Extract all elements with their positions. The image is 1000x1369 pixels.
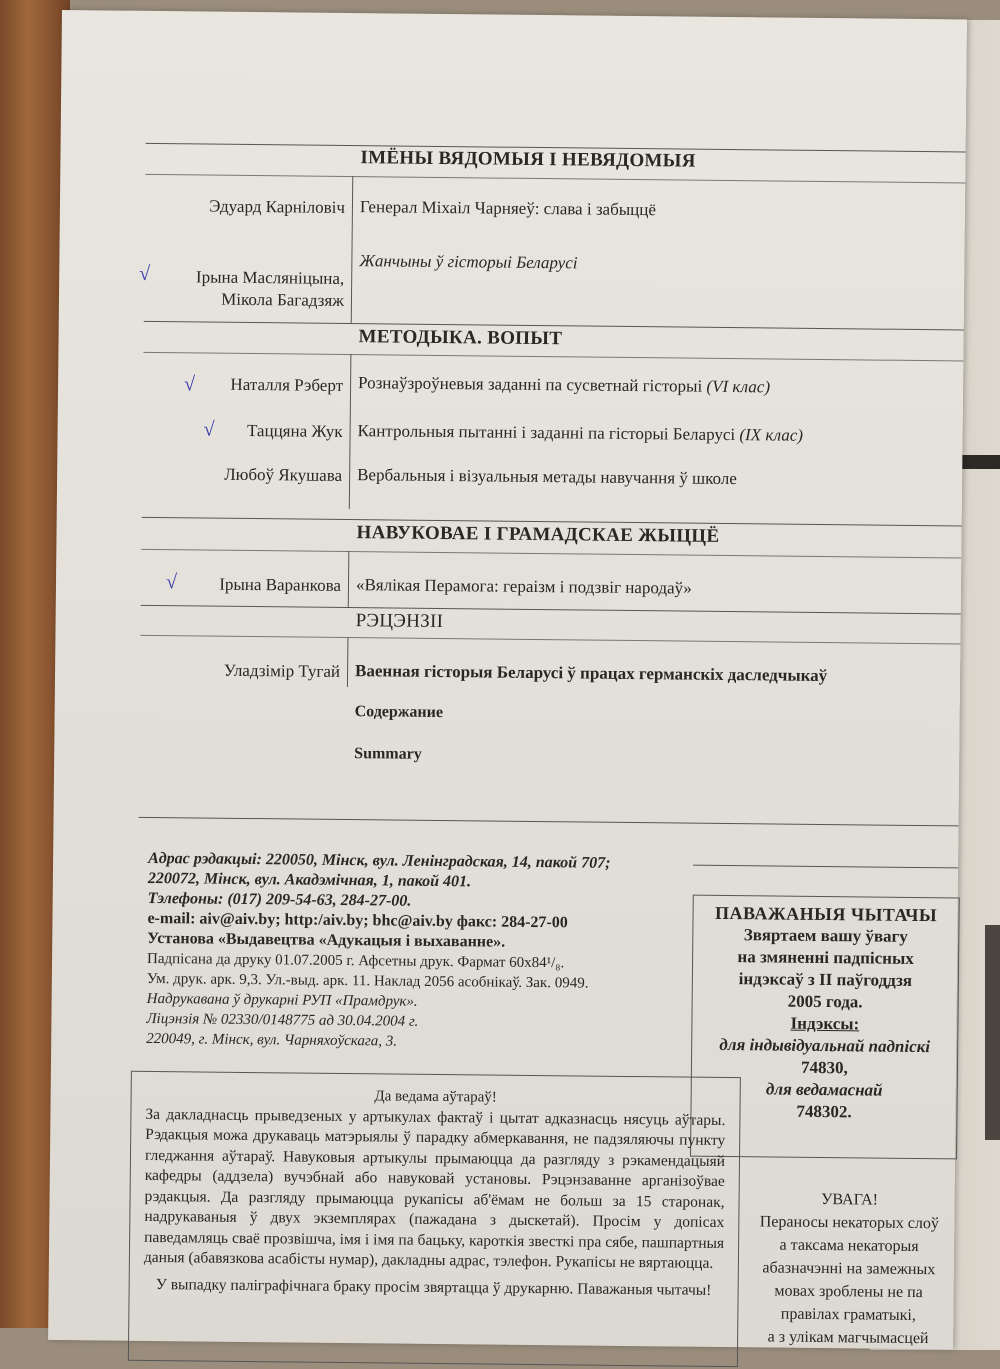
toc-author: Эдуард Карніловіч xyxy=(209,196,346,217)
section-rule xyxy=(145,174,965,184)
handwritten-check-icon: √ xyxy=(203,418,215,441)
toc-author: Мікола Багадзяж xyxy=(221,289,345,310)
imprint-line: e-mail: aiv@aiv.by; http:/aiv.by; bhc@aiv.by факс: 284-27-00 xyxy=(147,909,568,932)
column-divider xyxy=(351,176,354,323)
imprint-line: Ум. друк. арк. 9,3. Ул.-выд. арк. 11. Наклад 2056 асобнікаў. Зак. 0949. xyxy=(146,970,589,992)
box-line: індэксаў з ІІ паўгоддзя xyxy=(738,969,913,990)
toc-author: Таццяна Жук xyxy=(246,420,343,441)
box-line: Індэксы: xyxy=(790,1013,860,1034)
imprint-line: Установа «Выдавецтва «Адукацыя і выхаванне». xyxy=(147,929,506,951)
toc-title: Рознаўзроўневыя заданні па сусветнай гісторыі (VI клас) xyxy=(358,373,771,397)
toc-author: Наталля Рэберт xyxy=(230,374,344,395)
toc-title: Кантрольныя пытанні і заданні па гісторыі Беларусі (IX клас) xyxy=(357,421,804,445)
handwritten-check-icon: √ xyxy=(183,373,196,396)
notice-tail: У выпадку паліграфічнага браку просім звяртацца ў друкарню. Паважаныя чытачы! xyxy=(155,1275,712,1299)
attention-note xyxy=(748,1187,950,1350)
toc-extra-contents: Содержание xyxy=(354,703,444,722)
attention-line: а таксама некаторыя xyxy=(779,1236,919,1256)
toc-title: Генерал Міхаіл Чарняеў: слава і забыццё xyxy=(359,197,657,220)
column-divider xyxy=(348,551,350,607)
box-line: для індывідуальнай падпіскі xyxy=(719,1034,931,1057)
section-rule xyxy=(693,865,958,869)
attention-title: УВАГА! xyxy=(821,1191,879,1209)
toc-author: Ірына Варанкова xyxy=(219,574,342,595)
imprint-line: 220072, Мінск, вул. Акадэмічная, 1, пакой 401. xyxy=(147,869,472,891)
column-divider xyxy=(349,354,352,509)
section-heading: МЕТОДЫКА. ВОПЫТ xyxy=(358,326,563,350)
attention-line: Пераносы некаторых слоў xyxy=(759,1213,939,1233)
imprint-line: Тэлефоны: (017) 209-54-63, 284-27-00. xyxy=(147,889,412,910)
notice-title: Да ведама аўтараў! xyxy=(374,1088,497,1106)
document-page xyxy=(48,10,967,1349)
box-title: ПАВАЖАНЫЯ ЧЫТАЧЫ xyxy=(714,902,938,926)
handwritten-check-icon: √ xyxy=(165,571,178,594)
authors-notice-box xyxy=(128,1071,741,1367)
notice-text: За дакладнасць прыведзеных у артыкулах фактаў і цытат адказнасць нясуць аўтары. Рэдакцыя можа друкаваць матэрыялы ў парадку абмеркавання, не падзяляючы пункту гледжання аўтараў. Навуковыя артыкулы прымаюцца да разгляду з рэкамендацыяй кафедры (аддзела) вучэбнай або навуковай установы. Рэцэнзаванне арганізоўвае рэдакцыя. Да разгляду прымаюцца рукапісы аб'ёмам не больш за 15 старонак, надрукаваныя ў двух экземплярах (пажадана з дыскетай). Просім у допісах паведамляць сваё прозвішча, імя і імя па бацьку, кароткія звесткі пра сябе, пашпартныя даныя (абавязкова асабісты нумар), дакладны адрас, тэлефон. Рукапісы не вяртаюцца. xyxy=(143,1105,726,1272)
imprint-line: Адрас рэдакцыі: 220050, Мінск, вул. Ленінградская, 14, пакой 707; xyxy=(148,849,611,872)
section-rule xyxy=(143,352,963,362)
box-line: 74830, xyxy=(800,1057,848,1078)
toc-title: Ваенная гісторыя Беларусі ў працах германскіх даследчыкаў xyxy=(354,661,828,686)
imprint-line: 220049, г. Мінск, вул. Чарняхоўскага, 3. xyxy=(146,1030,398,1050)
attention-line: абазначэнні на замежных xyxy=(762,1259,936,1279)
imprint-block xyxy=(146,849,610,1054)
toc-author: Любоў Якушава xyxy=(224,464,343,485)
section-heading: РЭЦЭНЗІІ xyxy=(355,610,444,633)
attention-line: правілах граматыкі, xyxy=(780,1305,916,1325)
attention-line: а з улікам магчымасцей xyxy=(767,1328,929,1348)
box-line: 748302. xyxy=(796,1101,852,1122)
imprint-line: Падпісана да друку 01.07.2005 г. Афсетны друк. Фармат 60x84¹/₈. xyxy=(146,950,565,972)
section-rule xyxy=(139,817,959,827)
toc-author: Ірына Масляніцына, xyxy=(195,267,345,288)
handwritten-check-icon: √ xyxy=(139,262,151,285)
box-line: Звяртаем вашу ўвагу xyxy=(743,925,908,946)
section-rule xyxy=(140,635,960,645)
toc-title: Вербальныя і візуальныя метады навучання ў школе xyxy=(357,465,737,489)
section-rule xyxy=(141,549,961,559)
box-line: 2005 года. xyxy=(787,991,863,1012)
background-photo xyxy=(985,925,1000,1140)
imprint-line: Ліцэнзія № 02330/0148775 ад 30.04.2004 г. xyxy=(146,1010,419,1030)
box-line: на змяненні падпісных xyxy=(737,947,914,968)
attention-line: мовах зроблены не па xyxy=(774,1282,923,1302)
toc-author: Уладзімір Тугай xyxy=(223,660,341,681)
imprint-line: Надрукавана ў друкарні РУП «Прамдрук». xyxy=(146,990,418,1010)
box-line: для ведамаснай xyxy=(765,1079,883,1100)
toc-title: «Вялікая Перамога: гераізм і подзвіг народаў» xyxy=(355,575,692,598)
toc-extra-summary: Summary xyxy=(354,745,422,763)
section-heading: НАВУКОВАЕ І ГРАМАДСКАЕ ЖЫЦЦЁ xyxy=(356,522,720,547)
section-heading: ІМЁНЫ ВЯДОМЫЯ І НЕВЯДОМЫЯ xyxy=(360,147,696,172)
toc-title: Жанчыны ў гісторыі Беларусі xyxy=(359,251,578,273)
section-rule xyxy=(141,605,961,615)
column-divider xyxy=(347,637,349,687)
